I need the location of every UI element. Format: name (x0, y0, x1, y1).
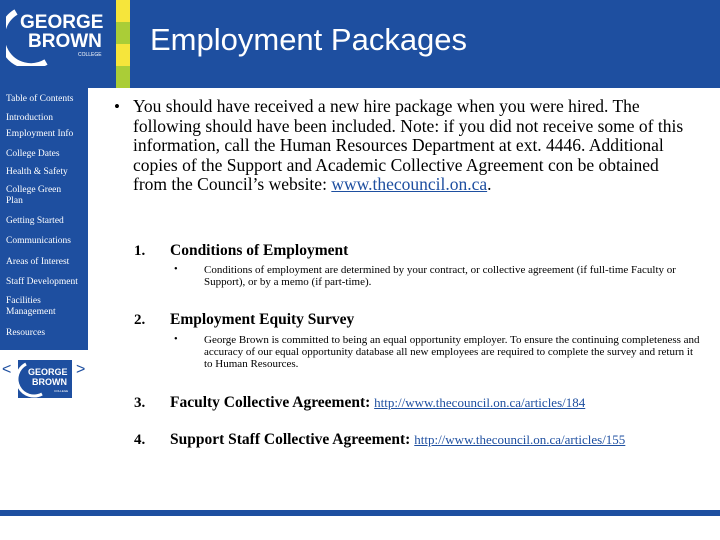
sidebar-nav (0, 88, 88, 350)
next-slide-button[interactable]: > (76, 361, 86, 378)
logo-line3: COLLEGE (78, 52, 102, 58)
sub-bullet-2: • (174, 334, 178, 345)
item-number-2: 2. (134, 312, 146, 328)
footer-bar (0, 510, 720, 516)
sidebar-item-table-of-contents[interactable]: Table of Contents (6, 94, 74, 104)
faculty-agreement-link[interactable]: http://www.thecouncil.on.ca/articles/184 (374, 395, 586, 410)
item-title-faculty: Faculty Collective Agreement: (170, 394, 375, 411)
sub-text-conditions: Conditions of employment are determined by your contract, or collective agreement (if full-time Faculty or Support), or by a memo (if part-time). (204, 264, 676, 288)
sidebar-item-getting-started[interactable]: Getting Started (6, 216, 64, 226)
sidebar-item-staff-development[interactable]: Staff Development (6, 277, 78, 287)
sidebar-item-introduction[interactable]: Introduction (6, 113, 53, 123)
item-title-support: Support Staff Collective Agreement: (170, 431, 415, 448)
sidebar-item-communications[interactable]: Communications (6, 236, 71, 246)
sidebar-item-areas-of-interest[interactable]: Areas of Interest (6, 257, 70, 267)
small-logo-line1: GEORGE (28, 367, 68, 377)
prev-slide-button[interactable]: < (2, 361, 12, 378)
item-support-agreement (170, 431, 625, 449)
small-logo-line3: COLLEGE (54, 389, 69, 393)
george-brown-logo (6, 6, 110, 66)
intro-paragraph (133, 97, 688, 195)
item-title-conditions: Conditions of Employment (170, 242, 349, 259)
logo-line2: BROWN (28, 31, 102, 52)
item-number-1: 1. (134, 243, 146, 259)
intro-end: . (487, 174, 492, 194)
item-faculty-agreement (170, 394, 585, 412)
sidebar-item-facilities-management[interactable]: Facilities Management (6, 296, 56, 317)
support-agreement-link[interactable]: http://www.thecouncil.on.ca/articles/155 (414, 432, 626, 447)
sub-text-equity-survey: George Brown is committed to being an equal opportunity employer. To ensure the continuing completeness and accuracy of our equal opportunity database all new employees are required to complete the survey and return it to Human Resources. (204, 334, 700, 370)
item-number-3: 3. (134, 395, 146, 411)
sidebar-item-college-green-plan[interactable]: College Green Plan (6, 185, 62, 206)
sidebar-item-college-dates[interactable]: College Dates (6, 149, 60, 159)
logo-line1: GEORGE (20, 12, 104, 33)
page-title: Employment Packages (150, 22, 468, 57)
intro-text: You should have received a new hire package when you were hired. The following should have been included. Note: if you did not receive some of this information, call the Human Resources Department at ext. 4446. Additional copies of the Support and Academic Collective Agreement con be obtained from the Council’s website: (133, 96, 684, 194)
small-logo-line2: BROWN (32, 377, 67, 387)
header-bar (0, 0, 720, 88)
sidebar-item-employment-info[interactable]: Employment Info (6, 129, 74, 139)
intro-bullet: • (114, 97, 120, 116)
item-title-equity-survey: Employment Equity Survey (170, 311, 355, 328)
color-stripes (116, 0, 130, 88)
item-number-4: 4. (134, 432, 146, 448)
council-website-link[interactable]: www.thecouncil.on.ca (331, 174, 488, 194)
sidebar-item-resources[interactable]: Resources (6, 328, 46, 338)
sub-bullet-1: • (174, 264, 178, 275)
george-brown-small-logo (18, 360, 72, 398)
sidebar-item-health-safety[interactable]: Health & Safety (6, 167, 68, 177)
